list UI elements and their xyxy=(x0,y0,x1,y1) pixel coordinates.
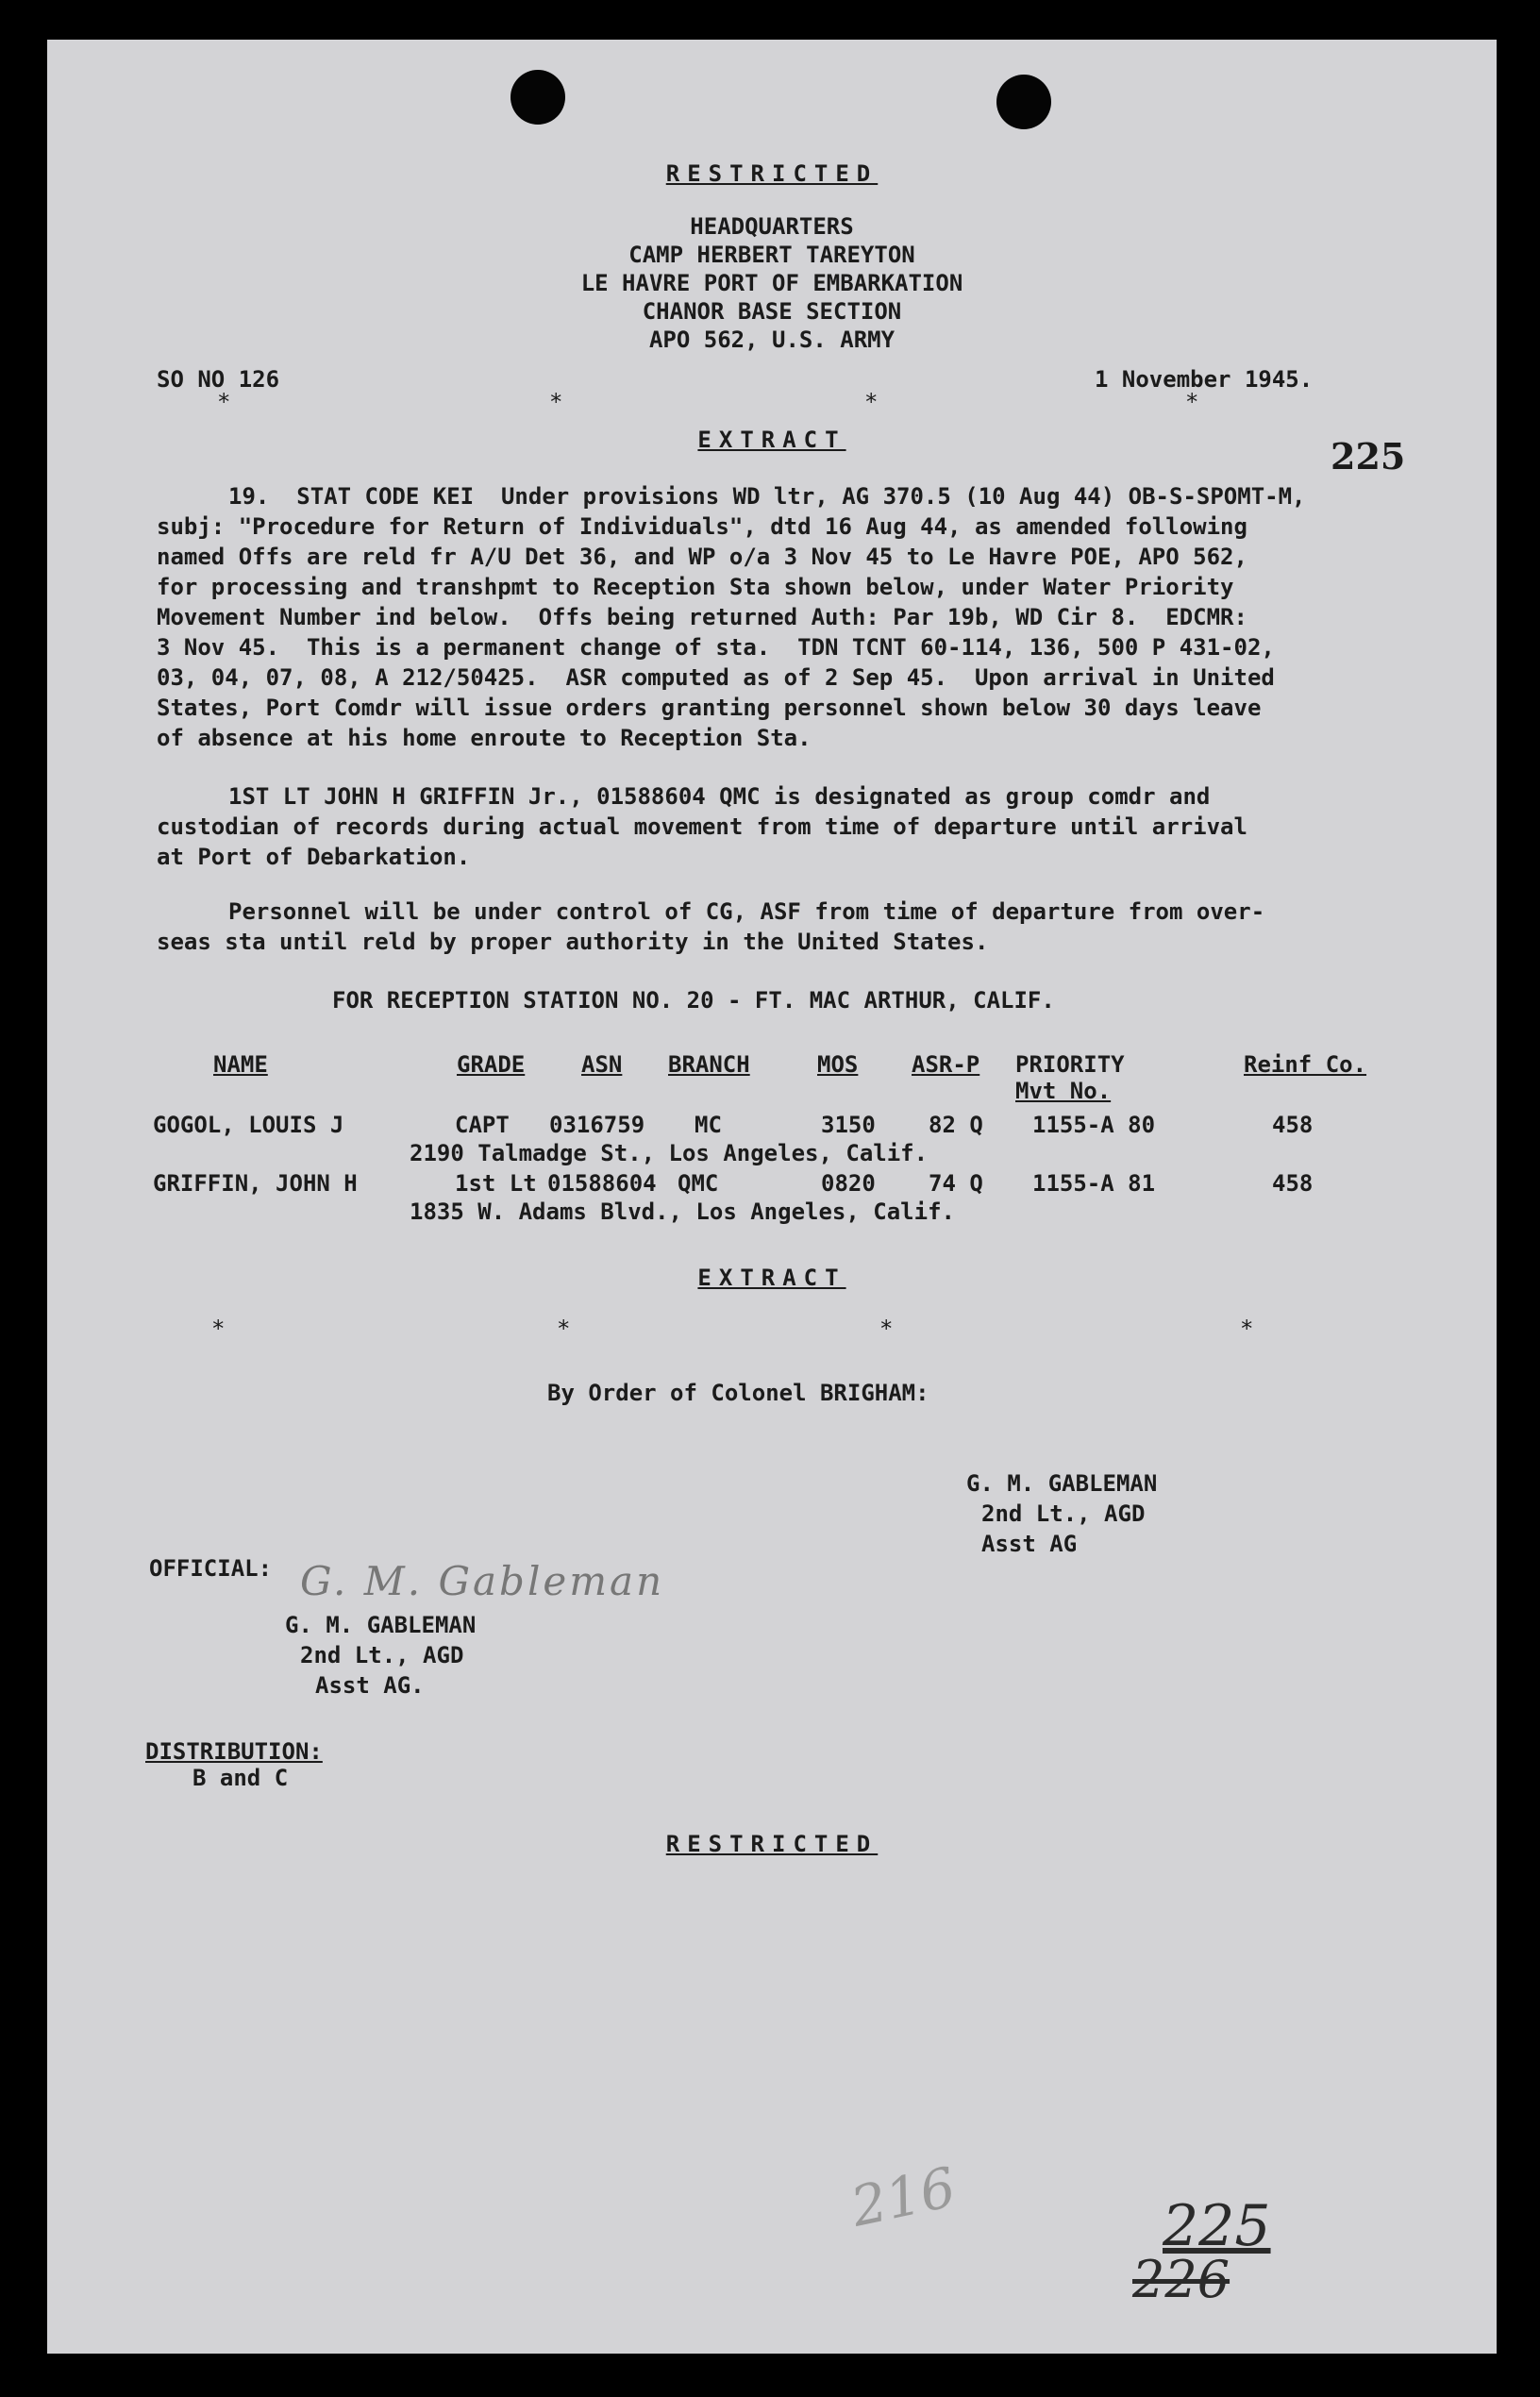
table-row-priority: 1155-A 81 xyxy=(1032,1170,1156,1197)
punch-hole-left xyxy=(511,70,565,125)
order-number: SO NO 126 xyxy=(157,366,280,393)
col-priority-mvt: Mvt No. xyxy=(1015,1078,1112,1104)
col-mos: MOS xyxy=(817,1051,859,1078)
official-signer-name: G. M. GABLEMAN xyxy=(285,1612,477,1638)
table-row-branch: MC xyxy=(695,1112,722,1138)
asterisk: * xyxy=(211,1316,226,1342)
col-asrp: ASR-P xyxy=(912,1051,980,1078)
distribution-value: B and C xyxy=(192,1765,289,1791)
signer-title: Asst AG xyxy=(981,1531,1078,1557)
col-name: NAME xyxy=(213,1051,268,1078)
col-asn: ASN xyxy=(581,1051,623,1078)
table-row-reinf: 458 xyxy=(1272,1112,1314,1138)
table-row-mos: 3150 xyxy=(821,1112,876,1138)
table-row-asrp: 82 Q xyxy=(929,1112,983,1138)
control-paragraph: Personnel will be under control of CG, ASF from time of departure from over- seas sta until reld by proper authority in the United States. xyxy=(157,898,1265,955)
asterisk: * xyxy=(557,1316,571,1342)
header-line-5: APO 562, U.S. ARMY xyxy=(648,327,896,353)
handwritten-page-number: 225 xyxy=(1163,2193,1271,2259)
classification-top: RESTRICTED xyxy=(665,160,879,187)
extract-heading: EXTRACT xyxy=(697,427,846,453)
reception-station: FOR RECEPTION STATION NO. 20 - FT. MAC ARTHUR, CALIF. xyxy=(332,987,1055,1014)
col-branch: BRANCH xyxy=(668,1051,750,1078)
extract-footer-heading: EXTRACT xyxy=(697,1265,846,1291)
table-row-address: 1835 W. Adams Blvd., Los Angeles, Calif. xyxy=(410,1198,955,1225)
asterisk: * xyxy=(879,1316,894,1342)
table-row-grade: 1st Lt xyxy=(455,1170,537,1197)
asterisk: * xyxy=(1185,389,1199,415)
table-row-priority: 1155-A 80 xyxy=(1032,1112,1156,1138)
asterisk: * xyxy=(217,389,231,415)
table-row-branch: QMC xyxy=(678,1170,719,1197)
table-row-asn: 0316759 xyxy=(549,1112,645,1138)
order-date: 1 November 1945. xyxy=(1095,366,1314,393)
official-label: OFFICIAL: xyxy=(149,1555,273,1582)
paragraph-19: 19. STAT CODE KEI Under provisions WD ltr, AG 370.5 (10 Aug 44) OB-S-SPOMT-M, subj: "Procedure for Return of Individuals", dtd 16 Aug 44, as amended following named Offs are reld fr A/U Det 36, and WP o/a 3 Nov 45 to Le Havre POE, APO 562, for processing and transhpmt to Reception Sta shown below, under Water Priority Movement Number ind below. Offs being returned Auth: Par 19b, WD Cir 8. EDCMR: 3 Nov 45. This is a permanent change of sta. TDN TCNT 60-114, 136, 500 P 431-02, 03, 04, 07, 08, A 212/50425. ASR computed as of 2 Sep 45. Upon arrival in United States, Port Comdr will issue orders granting personnel shown below 30 days leave of absence at his home enroute to Reception Sta. xyxy=(157,483,1306,751)
by-order: By Order of Colonel BRIGHAM: xyxy=(547,1380,929,1406)
table-row-address: 2190 Talmadge St., Los Angeles, Calif. xyxy=(410,1140,929,1166)
document-page xyxy=(47,40,1497,2354)
table-row-name: GRIFFIN, JOHN H xyxy=(153,1170,358,1197)
table-row-reinf: 458 xyxy=(1272,1170,1314,1197)
table-row-grade: CAPT xyxy=(455,1112,510,1138)
table-row-name: GOGOL, LOUIS J xyxy=(153,1112,344,1138)
page-stamp: 225 xyxy=(1331,435,1406,478)
asterisk: * xyxy=(549,389,563,415)
table-row-asn: 01588604 xyxy=(547,1170,657,1197)
asterisk: * xyxy=(864,389,879,415)
asterisk: * xyxy=(1240,1316,1254,1342)
handwritten-signature: G. M. Gableman xyxy=(300,1558,665,1604)
header-line-1: HEADQUARTERS xyxy=(690,213,854,240)
table-row-asrp: 74 Q xyxy=(929,1170,983,1197)
signer-name: G. M. GABLEMAN xyxy=(966,1470,1158,1497)
classification-bottom: RESTRICTED xyxy=(665,1831,879,1857)
official-signer-title: Asst AG. xyxy=(315,1672,425,1699)
header-line-2: CAMP HERBERT TAREYTON xyxy=(628,242,915,268)
struck-page-number: 226 xyxy=(1132,2250,1230,2309)
table-row-mos: 0820 xyxy=(821,1170,876,1197)
header-line-4: CHANOR BASE SECTION xyxy=(642,298,902,325)
col-reinf: Reinf Co. xyxy=(1244,1051,1367,1078)
punch-hole-right xyxy=(996,75,1051,129)
signer-rank: 2nd Lt., AGD xyxy=(981,1500,1146,1527)
group-commander-paragraph: 1ST LT JOHN H GRIFFIN Jr., 01588604 QMC is designated as group comdr and custodian of records during actual movement from time of departure until arrival at Port of Debarkation. xyxy=(157,783,1247,870)
pencil-number: 216 xyxy=(845,2154,962,2239)
header-line-3: LE HAVRE PORT OF EMBARKATION xyxy=(580,270,963,296)
col-priority: PRIORITY xyxy=(1015,1051,1125,1078)
distribution-label: DISTRIBUTION: xyxy=(145,1738,323,1765)
official-signer-rank: 2nd Lt., AGD xyxy=(300,1642,464,1668)
col-grade: GRADE xyxy=(457,1051,526,1078)
